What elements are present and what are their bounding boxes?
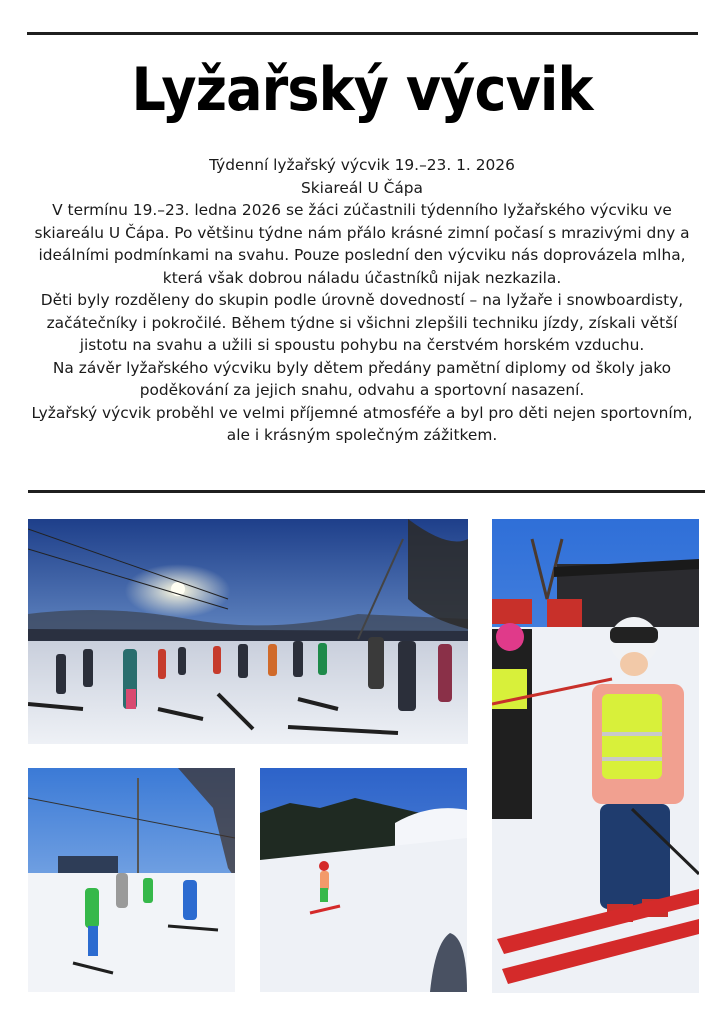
top-divider [27, 32, 698, 35]
article-paragraph: Děti byly rozděleny do skupin podle úrovně dovedností – na lyžaře i snowboardisty, začátečníky i pokročilé. Během týdne si všichni zlepšili techniku jízdy, získali větší jistotu na svahu a užili si spoustu pohybu na čerstvém horském vzduchu. [40, 291, 684, 354]
photo-child-portrait [492, 519, 699, 993]
article-body [22, 154, 702, 447]
photo-group-on-slope [28, 519, 468, 744]
article-subtitle: Týdenní lyžařský výcvik 19.–23. 1. 2026 [209, 156, 515, 174]
photo-kids-by-lift [28, 768, 235, 992]
article-location: Skiareál U Čápa [301, 178, 423, 197]
article-paragraph: Lyžařský výcvik proběhl ve velmi příjemné atmosféře a byl pro děti nejen sportovním, ale i krásným společným zážitkem. [31, 403, 693, 444]
middle-divider [28, 490, 705, 493]
page-title: Lyžařský výcvik [131, 55, 593, 125]
photo-child-skiing [260, 768, 467, 992]
article-paragraph: Na závěr lyžařského výcviku byly dětem předány pamětní diplomy od školy jako poděkování za jejich snahu, odvahu a sportovní nasazení. [52, 358, 672, 399]
article-paragraph: V termínu 19.–23. ledna 2026 se žáci zúčastnili týdenního lyžařského výcviku ve skiareálu U Čápa. Po většinu týdne nám přálo krásné zimní počasí s mrazivými dny a ideálními podmínkami na svahu. Pouze poslední den výcviku nás doprovázela mlha, která však dobrou náladu účastníků nijak nezkazila. [34, 201, 690, 287]
